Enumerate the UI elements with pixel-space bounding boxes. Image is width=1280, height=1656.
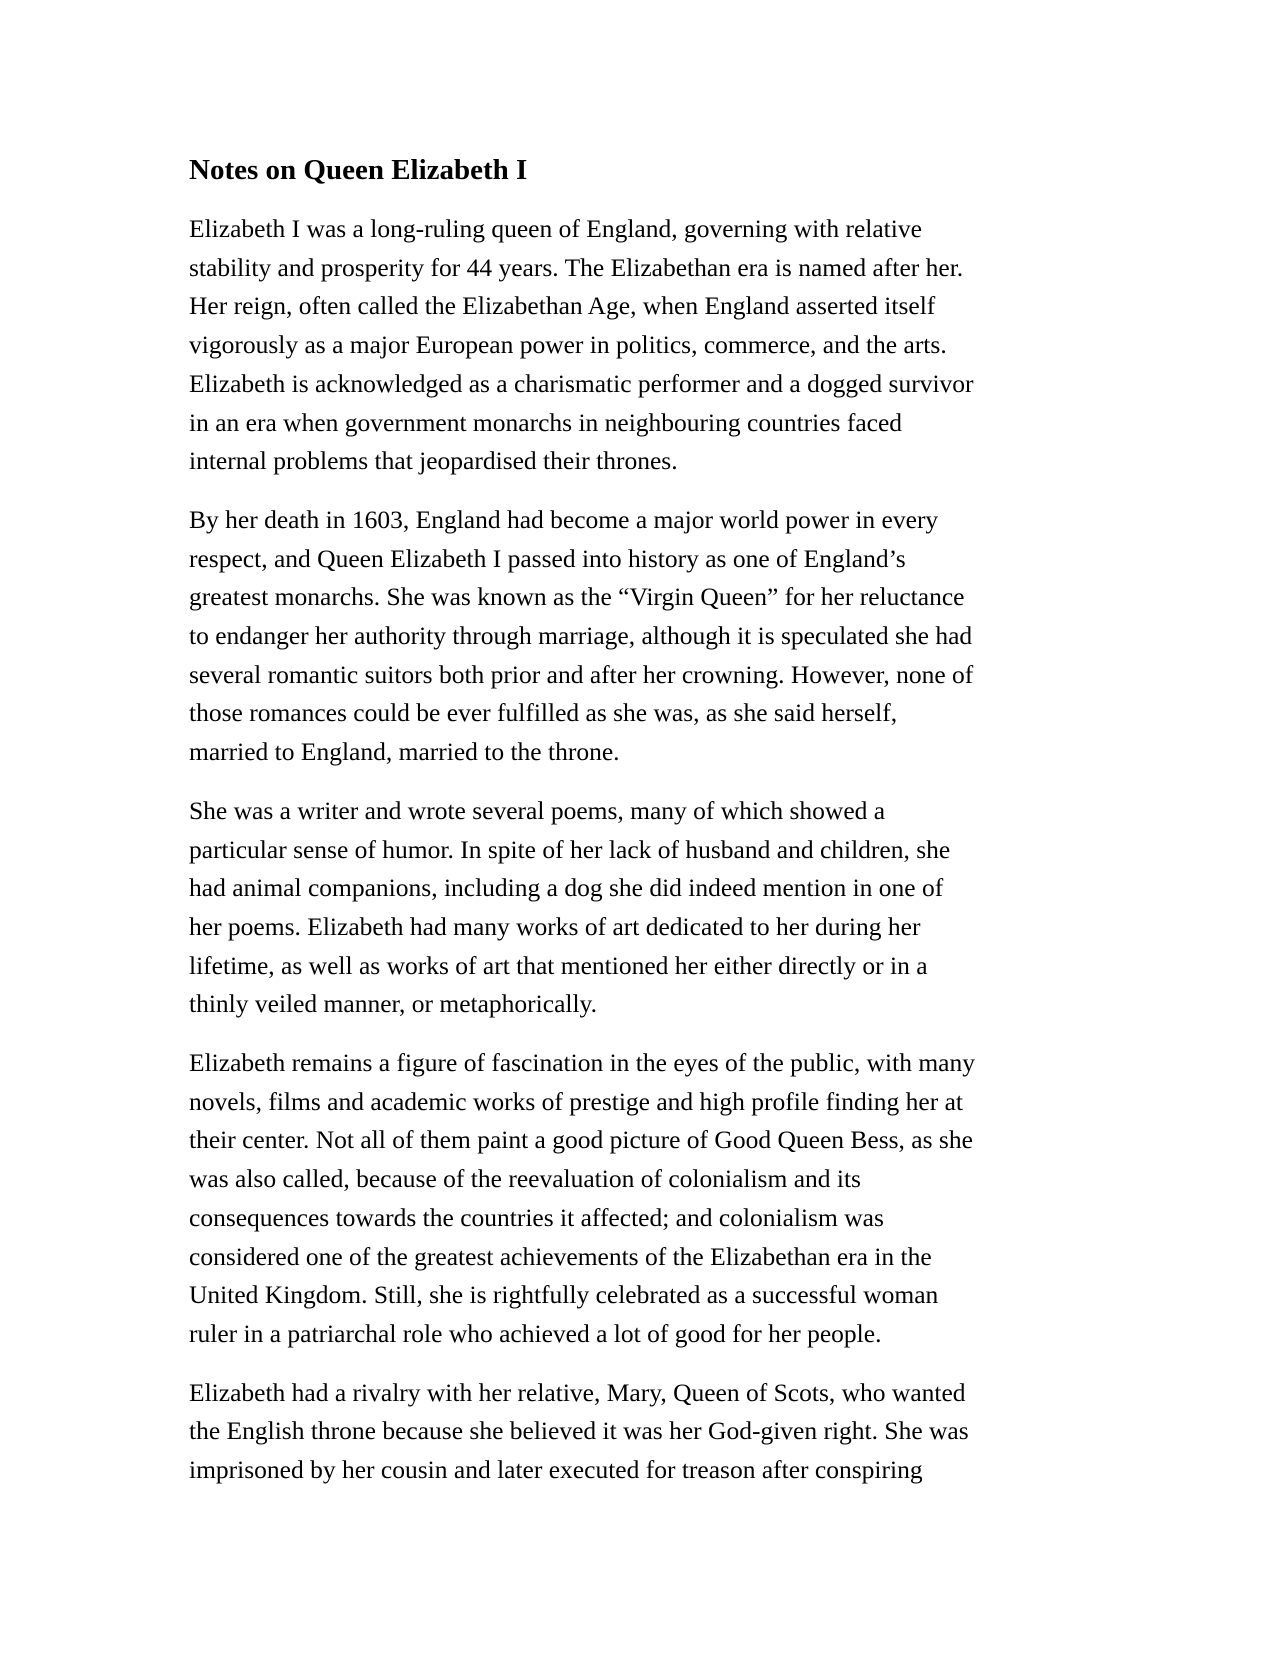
text-line: those romances could be ever fulfilled as she was, as she said herself, bbox=[189, 698, 898, 728]
text-line: Elizabeth I was a long-ruling queen of England, governing with relative bbox=[189, 214, 922, 243]
document-body bbox=[189, 152, 1099, 1510]
document-title: Notes on Queen Elizabeth I bbox=[189, 154, 528, 186]
paragraph-1 bbox=[189, 210, 1099, 481]
text-line: imprisoned by her cousin and later executed for treason after conspiring bbox=[189, 1455, 923, 1485]
text-line: in an era when government monarchs in neighbouring countries faced bbox=[189, 407, 903, 437]
text-line: considered one of the greatest achievements of the Elizabethan era in the bbox=[189, 1241, 932, 1271]
text-line: to endanger her authority through marriage, although it is speculated she had bbox=[189, 621, 973, 651]
text-line: Elizabeth had a rivalry with her relative, Mary, Queen of Scots, who wanted bbox=[189, 1377, 966, 1407]
text-line: her poems. Elizabeth had many works of art dedicated to her during her bbox=[189, 911, 921, 941]
paragraph-5 bbox=[189, 1374, 1099, 1490]
text-line: vigorously as a major European power in politics, commerce, and the arts. bbox=[189, 330, 947, 360]
text-line: respect, and Queen Elizabeth I passed into history as one of England’s bbox=[189, 543, 906, 573]
text-line: lifetime, as well as works of art that mentioned her either directly or in a bbox=[189, 950, 928, 980]
paragraph-2 bbox=[189, 501, 1099, 772]
text-line: greatest monarchs. She was known as the “Virgin Queen” for her reluctance bbox=[189, 582, 965, 612]
text-line: had animal companions, including a dog she did indeed mention in one of bbox=[189, 873, 944, 903]
text-line: ruler in a patriarchal role who achieved a lot of good for her people. bbox=[189, 1318, 882, 1348]
text-line: their center. Not all of them paint a good picture of Good Queen Bess, as she bbox=[189, 1125, 973, 1155]
text-line: novels, films and academic works of prestige and high profile finding her at bbox=[189, 1086, 963, 1116]
text-line: thinly veiled manner, or metaphorically. bbox=[189, 989, 598, 1019]
text-line: Elizabeth is acknowledged as a charismatic performer and a dogged survivor bbox=[189, 368, 974, 398]
text-line: particular sense of humor. In spite of her lack of husband and children, she bbox=[189, 834, 951, 864]
text-line: By her death in 1603, England had become a major world power in every bbox=[189, 504, 939, 534]
text-line: several romantic suitors both prior and after her crowning. However, none of bbox=[189, 659, 974, 689]
text-line: married to England, married to the throne. bbox=[189, 737, 620, 767]
text-line: United Kingdom. Still, she is rightfully celebrated as a successful woman bbox=[189, 1280, 939, 1310]
text-line: stability and prosperity for 44 years. The Elizabethan era is named after her. bbox=[189, 252, 964, 282]
text-line: internal problems that jeopardised their thrones. bbox=[189, 446, 678, 476]
text-line: was also called, because of the reevaluation of colonialism and its bbox=[189, 1164, 861, 1194]
text-line: She was a writer and wrote several poems, many of which showed a bbox=[189, 795, 886, 825]
text-line: consequences towards the countries it affected; and colonialism was bbox=[189, 1202, 884, 1232]
text-line: Elizabeth remains a figure of fascination in the eyes of the public, with many bbox=[189, 1048, 975, 1078]
text-line: the English throne because she believed it was her God-given right. She was bbox=[189, 1416, 969, 1446]
paragraph-4 bbox=[189, 1044, 1099, 1354]
text-line: Her reign, often called the Elizabethan Age, when England asserted itself bbox=[189, 291, 936, 321]
paragraph-3 bbox=[189, 792, 1099, 1024]
